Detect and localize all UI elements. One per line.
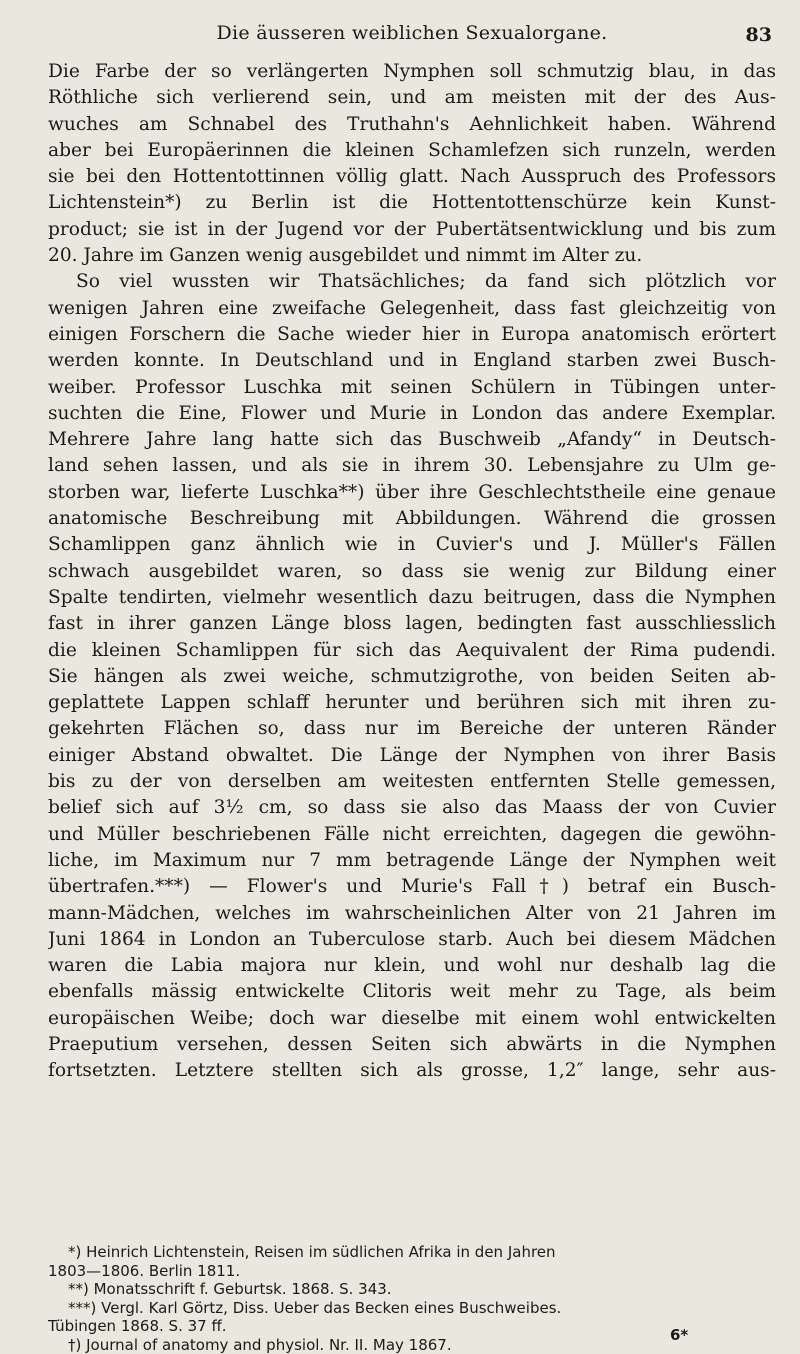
text-line: mann-Mädchen, welches im wahrscheinlichen Alter von 21 Jahren im — [48, 901, 776, 927]
text-line: Juni 1864 in London an Tuberculose starb. Auch bei diesem Mädchen — [48, 927, 776, 953]
text-line: anatomische Beschreibung mit Abbildungen. Während die grossen — [48, 506, 776, 532]
footnote: 1803—1806. Berlin 1811. — [48, 1262, 776, 1281]
text-line: belief sich auf 3½ cm, so dass sie also das Maass der von Cuvier — [48, 795, 776, 821]
text-line: fortsetzten. Letztere stellten sich als grosse, 1,2″ lange, sehr aus- — [48, 1058, 776, 1084]
text-line: So viel wussten wir Thatsächliches; da fand sich plötzlich vor — [48, 269, 776, 295]
footnote: **) Monatsschrift f. Geburtsk. 1868. S. 343. — [48, 1280, 776, 1299]
text-line: Mehrere Jahre lang hatte sich das Buschweib „Afandy“ in Deutsch- — [48, 427, 776, 453]
footnote: Tübingen 1868. S. 37 ff. — [48, 1317, 776, 1336]
text-line: sie bei den Hottentottinnen völlig glatt. Nach Ausspruch des Professors — [48, 164, 776, 190]
running-header — [48, 20, 776, 54]
text-line: storben war, lieferte Luschka**) über ihre Geschlechtstheile eine genaue — [48, 480, 776, 506]
text-line: 20. Jahre im Ganzen wenig ausgebildet und nimmt im Alter zu. — [48, 243, 776, 269]
text-line: ebenfalls mässig entwickelte Clitoris weit mehr zu Tage, als beim — [48, 979, 776, 1005]
footnote: *) Heinrich Lichtenstein, Reisen im südlichen Afrika in den Jahren — [48, 1243, 776, 1262]
text-line: aber bei Europäerinnen die kleinen Schamlefzen sich runzeln, werden — [48, 138, 776, 164]
text-line: werden konnte. In Deutschland und in England starben zwei Busch- — [48, 348, 776, 374]
text-line: weiber. Professor Luschka mit seinen Schülern in Tübingen unter- — [48, 375, 776, 401]
text-line: waren die Labia majora nur klein, und wohl nur deshalb lag die — [48, 953, 776, 979]
text-line: bis zu der von derselben am weitesten entfernten Stelle gemessen, — [48, 769, 776, 795]
text-line: europäischen Weibe; doch war dieselbe mit einem wohl entwickelten — [48, 1006, 776, 1032]
footnote: ***) Vergl. Karl Görtz, Diss. Ueber das Becken eines Buschweibes. — [48, 1299, 776, 1318]
text-line: einiger Abstand obwaltet. Die Länge der Nymphen von ihrer Basis — [48, 743, 776, 769]
text-line: schwach ausgebildet waren, so dass sie wenig zur Bildung einer — [48, 559, 776, 585]
text-line: wenigen Jahren eine zweifache Gelegenheit, dass fast gleichzeitig von — [48, 296, 776, 322]
text-line: und Müller beschriebenen Fälle nicht erreichten, dagegen die gewöhn- — [48, 822, 776, 848]
text-line: wuches am Schnabel des Truthahn's Aehnlichkeit haben. Während — [48, 112, 776, 138]
text-line: gekehrten Flächen so, dass nur im Bereiche der unteren Ränder — [48, 716, 776, 742]
text-line: die kleinen Schamlippen für sich das Aequivalent der Rima pudendi. — [48, 638, 776, 664]
text-line: Praeputium versehen, dessen Seiten sich abwärts in die Nymphen — [48, 1032, 776, 1058]
running-title: Die äusseren weiblichen Sexualorgane. — [48, 22, 776, 44]
text-line: suchten die Eine, Flower und Murie in London das andere Exemplar. — [48, 401, 776, 427]
text-line: Lichtenstein*) zu Berlin ist die Hottentottenschürze kein Kunst- — [48, 190, 776, 216]
text-line: liche, im Maximum nur 7 mm betragende Länge der Nymphen weit — [48, 848, 776, 874]
footnote: †) Journal of anatomy and physiol. Nr. II. May 1867. — [48, 1336, 776, 1354]
text-line: einigen Forschern die Sache wieder hier in Europa anatomisch erörtert — [48, 322, 776, 348]
text-line: Spalte tendirten, vielmehr wesentlich dazu beitrugen, dass die Nymphen — [48, 585, 776, 611]
text-line: Die Farbe der so verlängerten Nymphen soll schmutzig blau, in das — [48, 59, 776, 85]
text-line: Röthliche sich verlierend sein, und am meisten mit der des Aus- — [48, 85, 776, 111]
page-number: 83 — [746, 24, 772, 46]
text-line: land sehen lassen, und als sie in ihrem 30. Lebensjahre zu Ulm ge- — [48, 453, 776, 479]
text-line: fast in ihrer ganzen Länge bloss lagen, bedingten fast ausschliesslich — [48, 611, 776, 637]
text-line: übertrafen.***) — Flower's und Murie's Fall†) betraf ein Busch- — [48, 874, 776, 900]
text-line: product; sie ist in der Jugend vor der Pubertätsentwicklung und bis zum — [48, 217, 776, 243]
main-text — [48, 59, 776, 1085]
text-line: Sie hängen als zwei weiche, schmutzigrothe, von beiden Seiten ab- — [48, 664, 776, 690]
signature-mark: 6* — [670, 1326, 688, 1344]
text-line: Schamlippen ganz ähnlich wie in Cuvier's und J. Müller's Fällen — [48, 532, 776, 558]
footnotes — [48, 1243, 776, 1354]
text-line: geplattete Lappen schlaff herunter und berühren sich mit ihren zu- — [48, 690, 776, 716]
